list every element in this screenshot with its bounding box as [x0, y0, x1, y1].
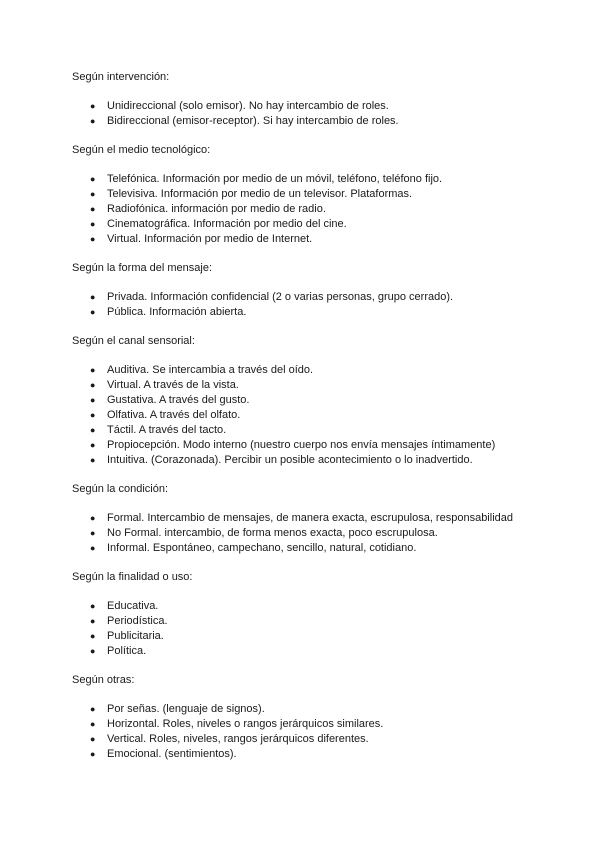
section-forma-mensaje: [72, 261, 542, 320]
bullet-icon: ●: [90, 734, 96, 744]
bullet-icon: ●: [90, 616, 96, 626]
list-item: [72, 305, 542, 320]
document-content: [72, 70, 542, 776]
bullet-list: [72, 599, 542, 659]
section-otras: [72, 673, 542, 762]
list-item: [72, 599, 542, 614]
list-item-text: Educativa.: [107, 600, 159, 612]
bullet-list: [72, 511, 542, 556]
list-item-text: Por señas. (lenguaje de signos).: [107, 703, 265, 715]
bullet-list: [72, 702, 542, 762]
list-item: [72, 363, 542, 378]
bullet-list: [72, 99, 542, 129]
bullet-icon: ●: [90, 440, 96, 450]
list-item-text: Televisiva. Información por medio de un televisor. Plataformas.: [107, 188, 413, 200]
bullet-icon: ●: [90, 410, 96, 420]
bullet-icon: ●: [90, 528, 96, 538]
list-item-text: Bidireccional (emisor-receptor). Si hay intercambio de roles.: [107, 115, 399, 127]
bullet-icon: ●: [90, 116, 96, 126]
section-heading: Según la condición:: [72, 483, 169, 495]
list-item: [72, 217, 542, 232]
list-item: [72, 187, 542, 202]
bullet-icon: ●: [90, 219, 96, 229]
list-item-text: Pública. Información abierta.: [107, 306, 247, 318]
bullet-icon: ●: [90, 174, 96, 184]
list-item: [72, 702, 542, 717]
bullet-icon: ●: [90, 719, 96, 729]
list-item: [72, 408, 542, 423]
list-item: [72, 732, 542, 747]
list-item-text: Vertical. Roles, niveles, rangos jerárquicos diferentes.: [107, 733, 369, 745]
section-heading: Según intervención:: [72, 71, 170, 83]
list-item: [72, 202, 542, 217]
section-heading: Según el medio tecnológico:: [72, 144, 211, 156]
list-item-text: Táctil. A través del tacto.: [107, 424, 227, 436]
bullet-icon: ●: [90, 646, 96, 656]
list-item-text: Emocional. (sentimientos).: [107, 748, 237, 760]
list-item-text: Virtual. Información por medio de Internet.: [107, 233, 313, 245]
section-condicion: [72, 482, 542, 556]
bullet-icon: ●: [90, 425, 96, 435]
section-heading: Según la finalidad o uso:: [72, 571, 193, 583]
list-item-text: Radiofónica. información por medio de radio.: [107, 203, 326, 215]
list-item: [72, 378, 542, 393]
list-item: [72, 614, 542, 629]
list-item: [72, 423, 542, 438]
bullet-icon: ●: [90, 455, 96, 465]
list-item-text: Olfativa. A través del olfato.: [107, 409, 241, 421]
list-item-text: Horizontal. Roles, niveles o rangos jerárquicos similares.: [107, 718, 384, 730]
list-item-text: Privada. Información confidencial (2 o varias personas, grupo cerrado).: [107, 291, 454, 303]
bullet-icon: ●: [90, 513, 96, 523]
list-item: [72, 438, 542, 453]
list-item-text: Formal. Intercambio de mensajes, de manera exacta, escrupulosa, responsabilidad: [107, 512, 513, 524]
section-heading: Según la forma del mensaje:: [72, 262, 213, 274]
list-item-text: Cinematográfica. Información por medio del cine.: [107, 218, 347, 230]
list-item-text: Auditiva. Se intercambia a través del oído.: [107, 364, 314, 376]
list-item: [72, 541, 542, 556]
bullet-list: [72, 290, 542, 320]
bullet-icon: ●: [90, 234, 96, 244]
bullet-list: [72, 172, 542, 247]
list-item-text: Periodística.: [107, 615, 168, 627]
section-canal-sensorial: [72, 334, 542, 468]
list-item: [72, 453, 542, 468]
list-item-text: Gustativa. A través del gusto.: [107, 394, 250, 406]
list-item-text: Publicitaria.: [107, 630, 164, 642]
list-item-text: Política.: [107, 645, 147, 657]
list-item: [72, 511, 542, 526]
list-item: [72, 232, 542, 247]
bullet-icon: ●: [90, 307, 96, 317]
list-item-text: Telefónica. Información por medio de un móvil, teléfono, teléfono fijo.: [107, 173, 443, 185]
bullet-icon: ●: [90, 704, 96, 714]
bullet-icon: ●: [90, 189, 96, 199]
bullet-icon: ●: [90, 395, 96, 405]
list-item: [72, 717, 542, 732]
bullet-icon: ●: [90, 380, 96, 390]
list-item: [72, 629, 542, 644]
list-item: [72, 172, 542, 187]
list-item-text: Informal. Espontáneo, campechano, sencillo, natural, cotidiano.: [107, 542, 417, 554]
bullet-icon: ●: [90, 631, 96, 641]
list-item: [72, 114, 542, 129]
section-finalidad-uso: [72, 570, 542, 659]
section-intervencion: [72, 70, 542, 129]
bullet-icon: ●: [90, 292, 96, 302]
list-item: [72, 99, 542, 114]
list-item: [72, 290, 542, 305]
bullet-list: [72, 363, 542, 468]
list-item-text: Propiocepción. Modo interno (nuestro cuerpo nos envía mensajes íntimamente): [107, 439, 496, 451]
list-item: [72, 393, 542, 408]
section-heading: Según el canal sensorial:: [72, 335, 195, 347]
bullet-icon: ●: [90, 543, 96, 553]
bullet-icon: ●: [90, 749, 96, 759]
list-item-text: Virtual. A través de la vista.: [107, 379, 239, 391]
list-item: [72, 526, 542, 541]
section-medio-tecnologico: [72, 143, 542, 247]
list-item-text: Unidireccional (solo emisor). No hay intercambio de roles.: [107, 100, 389, 112]
section-heading: Según otras:: [72, 674, 135, 686]
bullet-icon: ●: [90, 365, 96, 375]
list-item: [72, 644, 542, 659]
bullet-icon: ●: [90, 204, 96, 214]
bullet-icon: ●: [90, 601, 96, 611]
list-item-text: Intuitiva. (Corazonada). Percibir un posible acontecimiento o lo inadvertido.: [107, 454, 473, 466]
list-item: [72, 747, 542, 762]
list-item-text: No Formal. intercambio, de forma menos exacta, poco escrupulosa.: [107, 527, 438, 539]
bullet-icon: ●: [90, 101, 96, 111]
